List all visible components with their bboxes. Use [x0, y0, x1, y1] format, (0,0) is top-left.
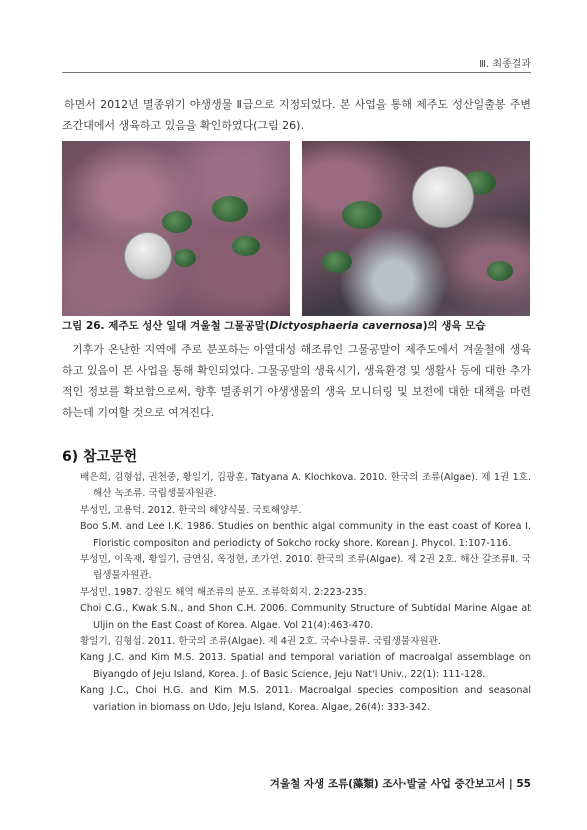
- caption-scientific-name: Dictyosphaeria cavernosa: [269, 320, 423, 332]
- reference-item: Boo S.M. and Lee I.K. 1986. Studies on benthic algal community in the east coast of Korea I. Floristic compositon and periodicty of Sokcho rocky shore. Korean J. Phycol. 1:107-116.: [80, 521, 531, 549]
- figure-caption: [62, 318, 531, 333]
- algae-cluster: [232, 236, 260, 256]
- reference-item: Choi C.G., Kwak S.N., and Shon C.H. 2006. Community Structure of Subtidal Marine Algae at Uljin on the East Coast of Korea. Algae. Vol 21(4):463-470.: [80, 603, 531, 631]
- algae-cluster: [487, 261, 513, 281]
- section-title: 6) 참고문헌: [62, 449, 138, 465]
- chapter-label: Ⅲ. 최종결과: [479, 59, 531, 70]
- reference-item: 부성민, 이욱재, 황일기, 금연심, 옥정현, 조가연. 2010. 한국의 조류(Algae). 제 2권 2호. 해산 갈조류Ⅱ. 국립생물자원관.: [80, 554, 531, 582]
- photo-left: [62, 141, 290, 316]
- coin: [124, 232, 172, 280]
- reference-list: [80, 470, 531, 716]
- photo-right: [302, 141, 530, 316]
- reference-item: Kang J.C., Choi H.G. and Kim M.S. 2011. Macroalgal species composition and seasonal variation in biomass on Udo, Jeju Island, Korea. Algae, 26(4): 333-342.: [80, 685, 531, 713]
- running-header: [62, 55, 531, 70]
- figure-photos: [62, 141, 530, 316]
- algae-cluster: [342, 201, 382, 229]
- algae-cluster: [174, 249, 196, 267]
- reference-item: 부성민. 1987. 강원도 해역 해조류의 분포. 조류학회지. 2:223-235.: [80, 586, 367, 598]
- caption-prefix: 그림 26. 제주도 성산 일대 겨울철 그물공말(: [62, 320, 270, 332]
- intro-paragraph: 하면서 2012년 멸종위기 야생생물 Ⅱ급으로 지정되었다. 본 사업을 통해 제주도 성산일출봉 주변 조간대에서 생육하고 있음을 확인하였다(그림 26).: [62, 98, 531, 132]
- reference-item: 황일기, 김형섭. 2011. 한국의 조류(Algae). 제 4권 2호. 국수나물류. 국립생물자원관.: [80, 636, 441, 648]
- algae-cluster: [212, 196, 248, 222]
- coin: [412, 166, 474, 228]
- reference-item: Kang J.C. and Kim M.S. 2013. Spatial and temporal variation of macroalgal assemblage on Biyangdo of Jeju Island, Korea. J. of Basic Science, Jeju Nat'l Univ., 22(1): 111-128.: [80, 652, 531, 680]
- algae-cluster: [162, 211, 192, 233]
- page-footer: 겨울철 자생 조류(藻類) 조사·발굴 사업 중간보고서 | 55: [269, 778, 531, 790]
- caption-suffix: )의 생육 모습: [422, 320, 486, 332]
- reference-item: 배은희, 김형섭, 권천중, 황일기, 김광훈, Tatyana A. Klochkova. 2010. 한국의 조류(Algae). 제 1권 1호. 해산 녹조류. 국립생물자원관.: [80, 472, 531, 500]
- discussion-paragraph: 기후가 온난한 지역에 주로 분포하는 아열대성 해조류인 그물공말이 제주도에서 겨울철에 생육하고 있음이 본 사업을 통해 확인되었다. 그물공말의 생육시기, 생육환경 및 생활사 등에 대한 추가적인 정보를 확보함으로써, 향후 멸종위기 야생생물의 생육 모니터링 및 보전에 대한 대책을 마련하는데 기여할 것으로 여겨진다.: [62, 343, 531, 419]
- header-divider: [62, 72, 531, 73]
- algae-cluster: [322, 251, 352, 273]
- reference-item: 부성민, 고용덕. 2012. 한국의 해양식물. 국토해양부.: [80, 504, 302, 516]
